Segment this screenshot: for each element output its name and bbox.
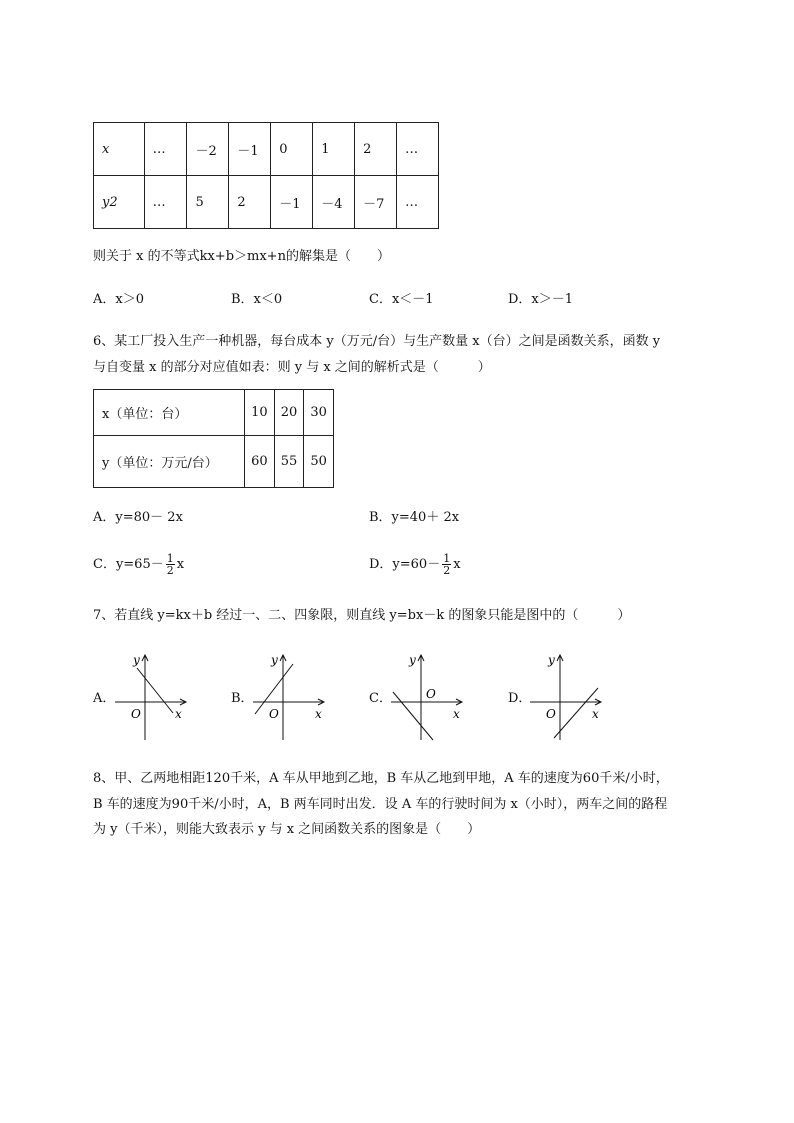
origin-label: O (546, 707, 556, 721)
table-cell: … (397, 123, 439, 176)
graph-option-label: B． (231, 691, 254, 706)
q7-graph-b (231, 650, 331, 745)
y-axis-label: y (133, 653, 140, 667)
table-cell: 10 (245, 390, 275, 436)
table-cell: … (144, 176, 187, 229)
option-variable: x (176, 557, 185, 572)
q6-option-b: B．y=40＋ 2x (369, 510, 460, 525)
q7-graph-c (369, 650, 469, 745)
q8-stem-line2: B 车的速度为90千米/小时，A，B 两车同时出发．设 A 车的行驶时间为 x（小时），两车之间的路程 (93, 797, 668, 812)
q7-graph-a (93, 650, 193, 745)
table-cell: 55 (274, 436, 304, 488)
table-cell: 20 (274, 390, 304, 436)
graph-option-label: A． (93, 691, 116, 706)
fraction-numerator: 1 (443, 552, 451, 565)
x-axis-label: x (175, 707, 182, 721)
q5-stem: 则关于 x 的不等式kx+b＞mx+n的解集是（ ） (93, 249, 390, 264)
table-cell: y2 (94, 176, 145, 229)
y-axis-label: y (271, 653, 278, 667)
y-axis-label: y (409, 653, 416, 667)
x-axis-label: x (315, 707, 322, 721)
q8-stem-line3: 为 y（千米），则能大致表示 y 与 x 之间函数关系的图象是（ ） (93, 822, 481, 837)
fraction-denominator: 2 (166, 564, 174, 577)
fraction-numerator: 1 (166, 552, 174, 565)
graph-option-label: D． (508, 691, 532, 706)
xy-value-table (93, 122, 439, 229)
cost-quantity-table (93, 389, 334, 488)
fraction-half (442, 553, 451, 576)
table-cell: 30 (304, 390, 334, 436)
table-cell: 50 (304, 436, 334, 488)
table-row-label: x（单位：台） (94, 390, 245, 436)
x-axis-label: x (592, 707, 599, 721)
fraction-denominator: 2 (443, 564, 451, 577)
table-cell: －1 (229, 123, 271, 176)
q6-option-c-prefix: C．y=65－ (93, 557, 164, 572)
q5-option-a: A．x＞0 (93, 292, 144, 307)
graph-d-svg (508, 650, 608, 745)
graph-c-svg (369, 650, 469, 745)
q8-stem-line1: 8、甲、乙两地相距120千米，A 车从甲地到乙地，B 车从乙地到甲地，A 车的速度为60千米/小时， (93, 771, 669, 786)
table-cell: … (144, 123, 187, 176)
x-axis-label: x (453, 707, 460, 721)
graph-b-svg (231, 650, 331, 745)
table-cell: … (397, 176, 439, 229)
q6-option-d-prefix: D．y=60－ (369, 557, 441, 572)
origin-label: O (426, 687, 436, 701)
table-cell: 60 (245, 436, 275, 488)
table-cell: 0 (271, 123, 313, 176)
graph-option-label: C． (369, 691, 392, 706)
table-cell: －4 (313, 176, 355, 229)
table-row-label: y（单位：万元/台） (94, 436, 245, 488)
q7-stem: 7、若直线 y=kx＋b 经过一、二、四象限，则直线 y=bx－k 的图象只能是图中的（ ） (93, 608, 631, 623)
option-variable: x (453, 557, 461, 572)
table-cell: 2 (229, 176, 271, 229)
fraction-half (166, 553, 175, 576)
q6-option-a: A．y=80－ 2x (93, 510, 183, 525)
q6-option-d (369, 552, 461, 578)
table-cell: 5 (187, 176, 229, 229)
table-cell: －7 (355, 176, 397, 229)
graph-a-svg (93, 650, 193, 745)
q7-graph-d (508, 650, 608, 745)
q6-option-c (93, 552, 184, 578)
q6-stem-line1: 6、某工厂投入生产一种机器，每台成本 y（万元/台）与生产数量 x（台）之间是函数关系，函数 y (93, 334, 661, 349)
q5-option-d: D．x＞－1 (508, 292, 574, 307)
table-cell: －1 (271, 176, 313, 229)
q6-stem-line2: 与自变量 x 的部分对应值如表：则 y 与 x 之间的解析式是（ ） (93, 360, 491, 375)
table-cell: 1 (313, 123, 355, 176)
table-cell: －2 (187, 123, 229, 176)
q5-option-c: C．x＜－1 (369, 292, 434, 307)
origin-label: O (131, 707, 141, 721)
table-cell: 2 (355, 123, 397, 176)
y-axis-label: y (548, 653, 555, 667)
table-cell: x (94, 123, 145, 176)
q5-option-b: B．x＜0 (231, 292, 283, 307)
origin-label: O (269, 707, 279, 721)
